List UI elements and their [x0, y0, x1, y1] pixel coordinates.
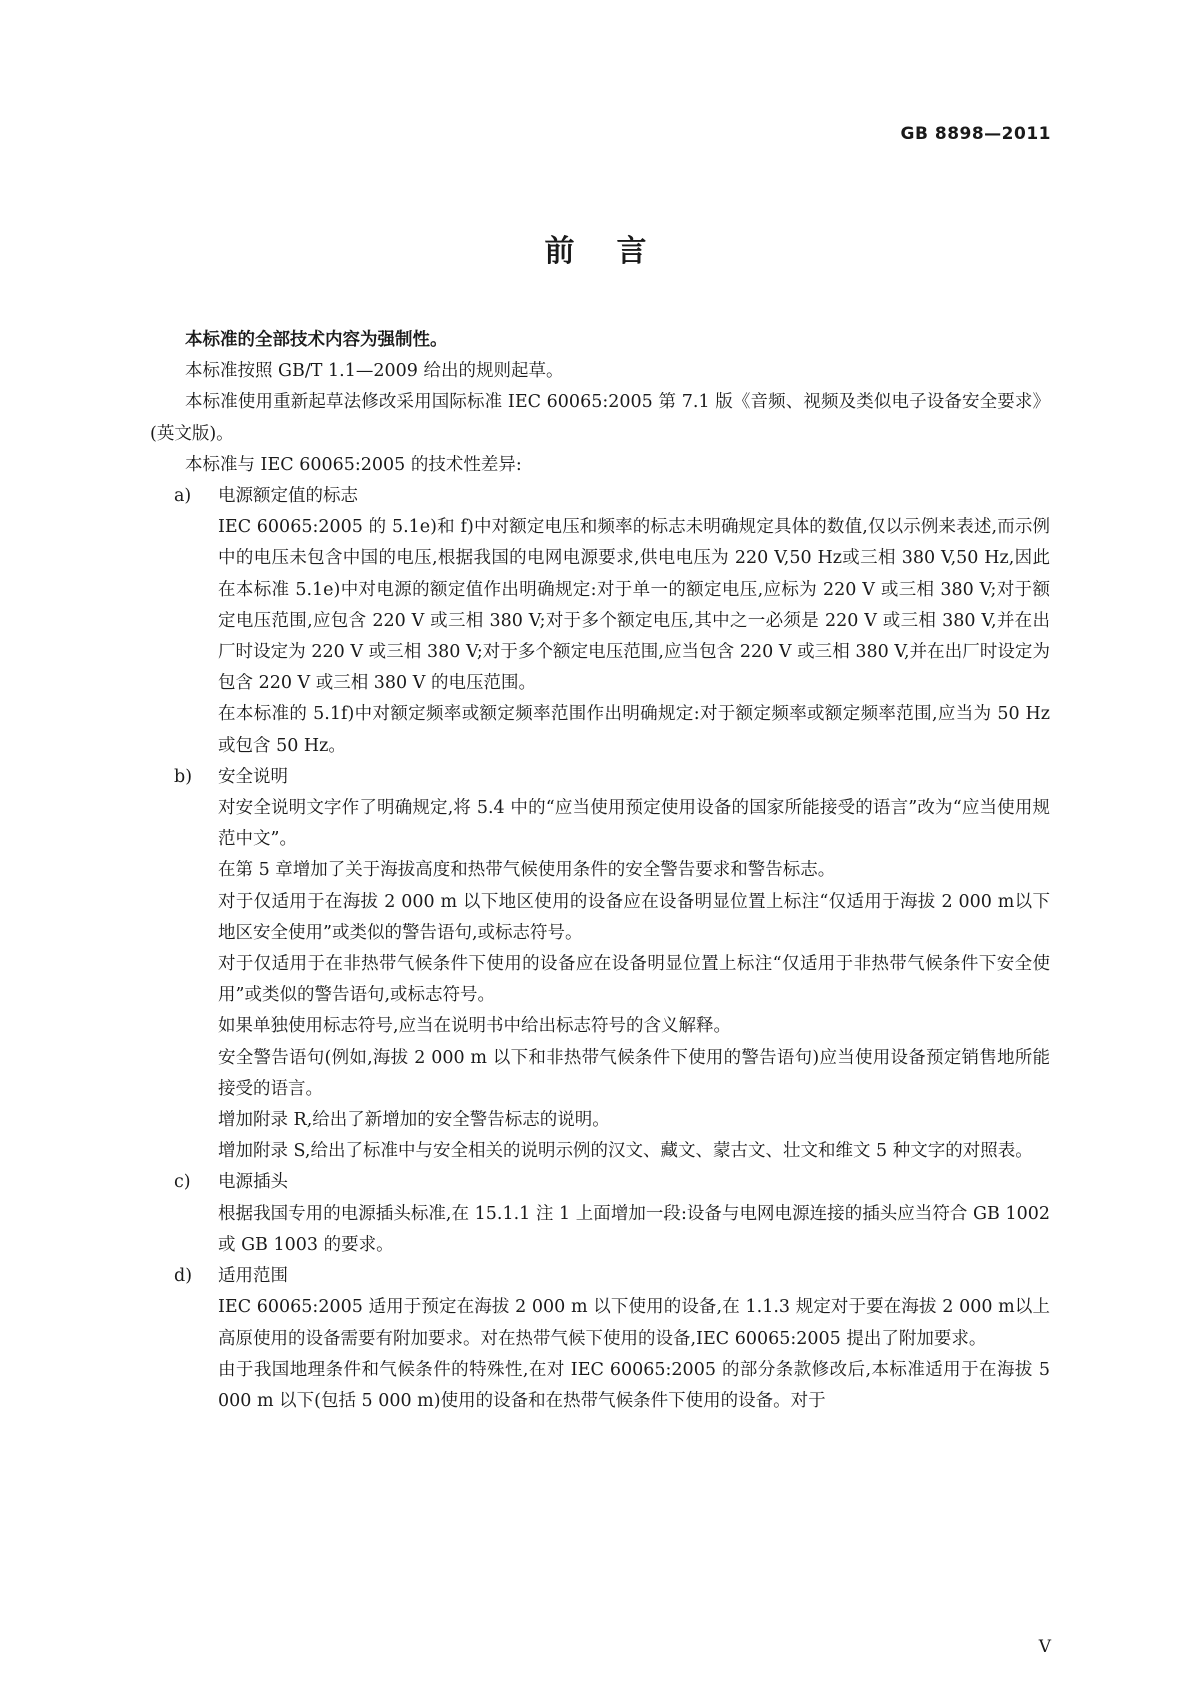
list-item-paragraph: 对于仅适用于在非热带气候条件下使用的设备应在设备明显位置上标注“仅适用于非热带气候条件下安全使用”或类似的警告语句,或标志符号。 [218, 954, 1050, 1006]
paragraph-differences-intro: 本标准与 IEC 60065:2005 的技术性差异: [185, 454, 522, 475]
list-item-title: 电源插头 [218, 1172, 288, 1193]
list-item-paragraph: 根据我国专用的电源插头标准,在 15.1.1 注 1 上面增加一段:设备与电网电源连接的插头应当符合 GB 1002 或 GB 1003 的要求。 [218, 1203, 1050, 1255]
paragraph-adoption: 本标准使用重新起草法修改采用国际标准 IEC 60065:2005 第 7.1 版《音频、视频及类似电子设备安全要求》(英文版)。 [150, 392, 1050, 444]
list-marker: d) [174, 1266, 193, 1287]
paragraph-drafting-rules: 本标准按照 GB/T 1.1—2009 给出的规则起草。 [185, 361, 564, 382]
list-item-paragraph: 由于我国地理条件和气候条件的特殊性,在对 IEC 60065:2005 的部分条款修改后,本标准适用于在海拔 5 000 m 以下(包括 5 000 m)使用的设备和在热带气候条件下使用的设备。对于 [218, 1359, 1050, 1411]
page-number: V [1038, 1637, 1051, 1657]
list-item-c [150, 1167, 1050, 1198]
list-item-d [150, 1261, 1050, 1292]
list-item-paragraph: 增加附录 R,给出了新增加的安全警告标志的说明。 [218, 1110, 610, 1131]
list-item-b [150, 762, 1050, 793]
list-marker: c) [174, 1172, 191, 1193]
list-item-paragraph: IEC 60065:2005 适用于预定在海拔 2 000 m 以下使用的设备,在 1.1.3 规定对于要在海拔 2 000 m以上高原使用的设备需要有附加要求。对在热带气候下使用的设备,IEC 60065:2005 提出了附加要求。 [218, 1297, 1050, 1349]
list-item-a [150, 481, 1050, 512]
paragraph-mandatory-statement: 本标准的全部技术内容为强制性。 [185, 330, 448, 350]
list-item-paragraph: 如果单独使用标志符号,应当在说明书中给出标志符号的含义解释。 [218, 1016, 732, 1037]
list-item-title: 安全说明 [218, 766, 288, 787]
list-item-title: 适用范围 [218, 1266, 288, 1287]
list-item-paragraph: 在第 5 章增加了关于海拔高度和热带气候使用条件的安全警告要求和警告标志。 [218, 860, 836, 881]
list-item-paragraph: 增加附录 S,给出了标准中与安全相关的说明示例的汉文、藏文、蒙古文、壮文和维文 5 种文字的对照表。 [218, 1141, 1033, 1162]
page-title: 前言 [544, 234, 689, 269]
list-item-title: 电源额定值的标志 [218, 486, 358, 507]
standard-number: GB 8898—2011 [900, 124, 1051, 144]
list-item-paragraph: 在本标准的 5.1f)中对额定频率或额定频率范围作出明确规定:对于额定频率或额定频率范围,应当为 50 Hz 或包含 50 Hz。 [218, 704, 1050, 756]
list-item-paragraph: 对于仅适用于在海拔 2 000 m 以下地区使用的设备应在设备明显位置上标注“仅适用于海拔 2 000 m以下地区安全使用”或类似的警告语句,或标志符号。 [218, 891, 1050, 943]
list-marker: a) [174, 486, 192, 507]
list-item-paragraph: IEC 60065:2005 的 5.1e)和 f)中对额定电压和频率的标志未明确规定具体的数值,仅以示例来表述,而示例中的电压未包含中国的电压,根据我国的电网电源要求,供电电压为 220 V,50 Hz或三相 380 V,50 Hz,因此在本标准 5.1e)中对电源的额定值作出明确规定:对于单一的额定电压,应标为 220 V 或三相 380 V;对于额定电压范围,应包含 220 V 或三相 380 V;对于多个额定电压,其中之一必须是 220 V 或三相 380 V,并在出厂时设定为 220 V 或三相 380 V;对于多个额定电压范围,应当包含 220 V 或三相 380 V,并在出厂时设定为包含 220 V 或三相 380 V 的电压范围。 [218, 517, 1050, 694]
list-marker: b) [174, 766, 193, 787]
list-item-paragraph: 安全警告语句(例如,海拔 2 000 m 以下和非热带气候条件下使用的警告语句)应当使用设备预定销售地所能接受的语言。 [218, 1047, 1050, 1099]
document-body [150, 325, 1050, 1417]
list-item-paragraph: 对安全说明文字作了明确规定,将 5.4 中的“应当使用预定使用设备的国家所能接受的语言”改为“应当使用规范中文”。 [218, 798, 1050, 850]
